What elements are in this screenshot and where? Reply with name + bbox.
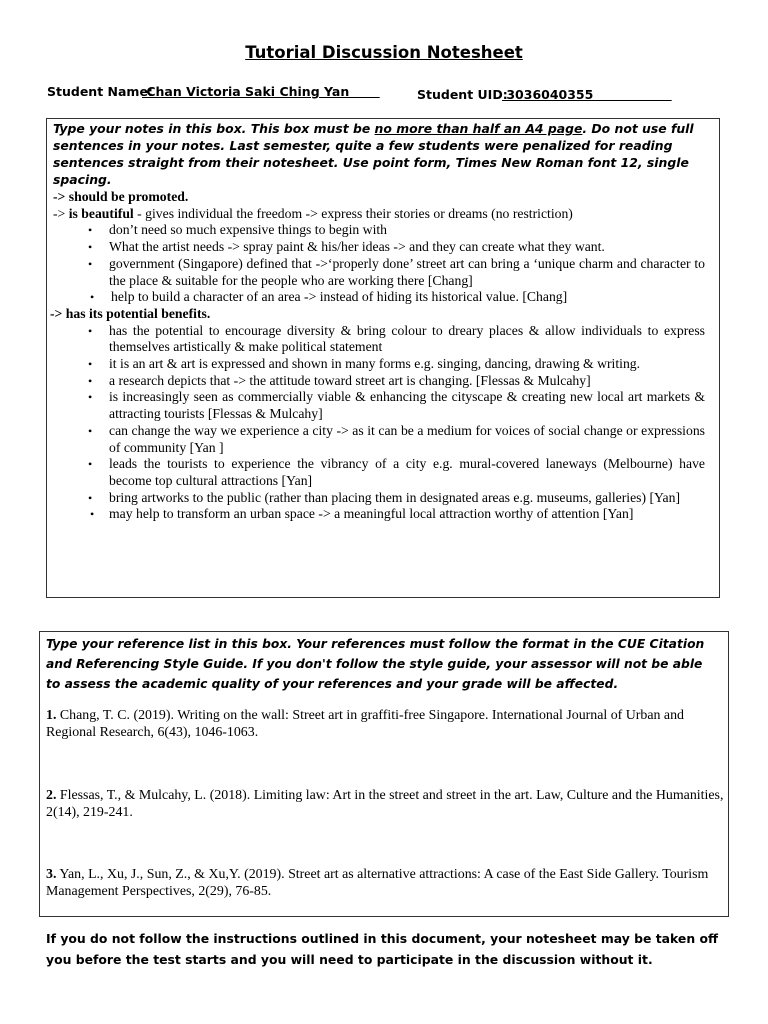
section-heading-prefix: -> (53, 205, 69, 221)
list-item: • leads the tourists to experience the vibrancy of a city e.g. mural-covered laneways (Melbourne) have become top cultural attractions [Yan] (109, 456, 705, 489)
reference-text: Yan, L., Xu, J., Sun, Z., & Xu,Y. (2019). Street art as alternative attractions: A case of the East Side Gallery. Tourism Management Perspectives, 2(29), 76-85. (46, 867, 709, 899)
student-uid-label: Student UID: (417, 87, 508, 102)
list-item: • What the artist needs -> spray paint & his/her ideas -> and they can create what they want. (109, 239, 705, 256)
notes-instruction-part1: Type your notes in this box. This box must be (53, 121, 375, 136)
notes-box (46, 118, 720, 598)
list-item: • is increasingly seen as commercially viable & enhancing the cityscape & creating new local art markets & attracting tourists [Flessas & Mulcahy] (109, 389, 705, 422)
section-heading-text: -> should be promoted. (53, 189, 189, 204)
list-item: • don’t need so much expensive things to begin with (109, 222, 705, 239)
section-heading-rest: - gives individual the freedom -> express their stories or dreams (no restriction) (133, 205, 573, 221)
list-item: • a research depicts that -> the attitude toward street art is changing. [Flessas & Mulcahy] (109, 373, 705, 390)
list-item: • it is an art & art is expressed and shown in many forms e.g. singing, dancing, drawing & writing. (109, 356, 705, 373)
section-heading-text: -> has its potential benefits. (50, 305, 211, 321)
bullet-list (53, 222, 705, 306)
list-item: • has the potential to encourage diversity & bring colour to dreary places & allow individuals to express themselves artistically & make political statement (109, 323, 705, 356)
notes-instruction-part2: . Do not use full sentences in your notes. Last semester, quite a few students were penalized for reading sentences straight from their notesheet. Use point form, Times New Roman font 12, single spacing. (53, 121, 694, 187)
student-name-value: Chan Victoria Saki Ching Yan (142, 84, 380, 99)
reference-text: Chang, T. C. (2019). Writing on the wall: Street art in graffiti-free Singapore. International Journal of Urban and Regional Research, 6(43), 1046-1063. (46, 708, 684, 740)
list-item: • bring artworks to the public (rather than placing them in designated areas e.g. museums, galleries) [Yan] (109, 490, 705, 507)
reference-entry (46, 866, 728, 900)
footer-warning: If you do not follow the instructions outlined in this document, your notesheet may be taken off you before the test starts and you will need to participate in the discussion without it. (46, 931, 719, 967)
reference-entry (46, 787, 728, 821)
reference-number: 3. (46, 867, 57, 882)
student-name-label: Student Name: (47, 84, 153, 99)
notes-instruction-underlined: no more than half an A4 page (374, 121, 583, 136)
reference-text: Flessas, T., & Mulcahy, L. (2018). Limiting law: Art in the street and street in the art. Law, Culture and the Humanities, 2(14), 219-241. (46, 788, 724, 820)
notes-instruction (53, 120, 713, 188)
student-uid-value: 3036040355 (502, 87, 672, 102)
notes-content (50, 189, 705, 523)
list-item: • can change the way we experience a city -> as it can be a medium for voices of social change or expressions of community [Yan ] (109, 423, 705, 456)
list-item: • government (Singapore) defined that ->‘properly done’ street art can bring a ‘unique charm and character to the place & suitable for the people who are working there [Chang] (109, 256, 705, 289)
reference-entry (46, 707, 728, 741)
reference-number: 1. (46, 708, 57, 723)
reference-instruction: Type your reference list in this box. Your references must follow the format in the CUE Citation and Referencing Style Guide. If you don't follow the style guide, your assessor will not be able to assess the academic quality of your references and your grade will be affected. (46, 637, 705, 691)
list-item: • help to build a character of an area -> instead of hiding its historical value. [Chang] (111, 289, 705, 306)
section-heading (53, 206, 705, 223)
list-item: • may help to transform an urban space -> a meaningful local attraction worthy of attention [Yan] (109, 506, 705, 523)
section-heading-bold: is beautiful (68, 205, 134, 221)
student-info (47, 84, 728, 106)
reference-number: 2. (46, 788, 57, 803)
page-title: Tutorial Discussion Notesheet (245, 43, 523, 62)
section-heading (53, 189, 705, 206)
section-heading (50, 306, 705, 323)
reference-box (39, 631, 729, 917)
bullet-list (53, 323, 705, 523)
